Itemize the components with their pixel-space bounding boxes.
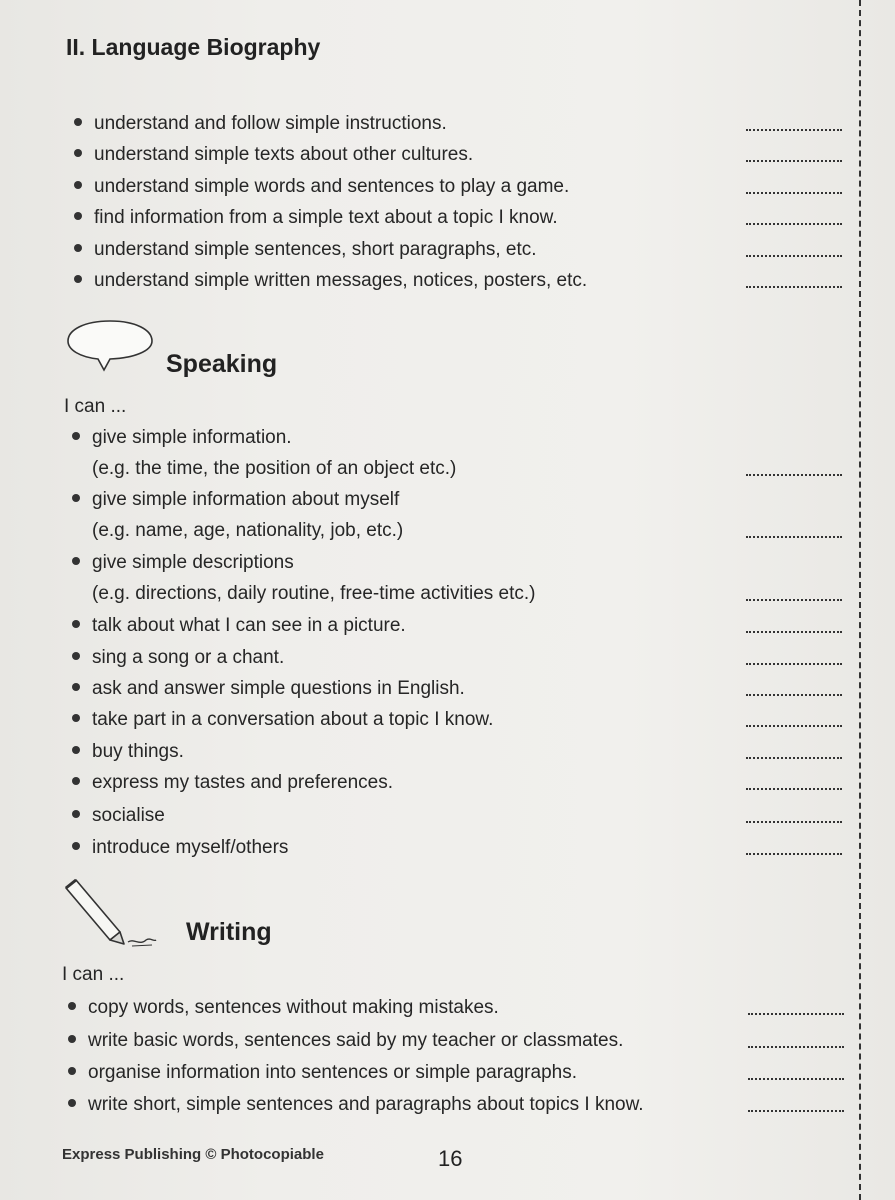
bullet-icon — [72, 494, 80, 502]
bullet-icon — [68, 1099, 76, 1107]
list-item: introduce myself/others — [72, 836, 288, 860]
answer-line[interactable] — [746, 255, 842, 257]
cut-line — [859, 0, 861, 1200]
list-item: understand simple sentences, short paragraphs, etc. — [74, 238, 537, 262]
speech-bubble-icon — [64, 318, 156, 372]
answer-line[interactable] — [746, 536, 842, 538]
bullet-icon — [68, 1002, 76, 1010]
bullet-icon — [74, 244, 82, 252]
list-item: understand simple written messages, notices, posters, etc. — [74, 269, 587, 293]
list-item: give simple information about myself (e.g. name, age, nationality, job, etc.) — [72, 488, 403, 543]
writing-title: Writing — [186, 918, 272, 946]
bullet-icon — [72, 777, 80, 785]
answer-line[interactable] — [746, 474, 842, 476]
answer-line[interactable] — [746, 286, 842, 288]
answer-line[interactable] — [746, 129, 842, 131]
answer-line[interactable] — [748, 1046, 844, 1048]
answer-line[interactable] — [746, 631, 842, 633]
list-item: socialise — [72, 804, 165, 828]
bullet-icon — [68, 1067, 76, 1075]
answer-line[interactable] — [746, 599, 842, 601]
answer-line[interactable] — [746, 725, 842, 727]
bullet-icon — [72, 746, 80, 754]
bullet-icon — [74, 118, 82, 126]
list-item: sing a song or a chant. — [72, 646, 284, 670]
writing-i-can: I can ... — [62, 964, 125, 985]
speaking-i-can: I can ... — [64, 396, 127, 417]
page-title: II. Language Biography — [66, 34, 321, 60]
list-item: buy things. — [72, 740, 184, 764]
list-item: understand and follow simple instructions. — [74, 112, 447, 136]
list-item: ask and answer simple questions in English. — [72, 677, 465, 701]
list-item: give simple descriptions (e.g. directions, daily routine, free-time activities etc.) — [72, 551, 536, 606]
list-item: take part in a conversation about a topic I know. — [72, 708, 493, 732]
answer-line[interactable] — [748, 1110, 844, 1112]
bullet-icon — [72, 620, 80, 628]
bullet-icon — [72, 810, 80, 818]
page-number: 16 — [438, 1146, 463, 1171]
bullet-icon — [72, 652, 80, 660]
publisher-footer: Express Publishing © Photocopiable — [62, 1146, 324, 1163]
list-item: copy words, sentences without making mistakes. — [68, 996, 499, 1020]
bullet-icon — [72, 683, 80, 691]
list-item: understand simple texts about other cultures. — [74, 143, 473, 167]
bullet-icon — [72, 842, 80, 850]
list-item: organise information into sentences or simple paragraphs. — [68, 1061, 577, 1085]
answer-line[interactable] — [746, 757, 842, 759]
answer-line[interactable] — [748, 1013, 844, 1015]
list-item: write basic words, sentences said by my teacher or classmates. — [68, 1029, 623, 1053]
list-item: express my tastes and preferences. — [72, 771, 393, 795]
answer-line[interactable] — [746, 160, 842, 162]
bullet-icon — [74, 149, 82, 157]
speaking-title: Speaking — [166, 350, 278, 378]
bullet-icon — [74, 212, 82, 220]
answer-line[interactable] — [746, 694, 842, 696]
bullet-icon — [72, 557, 80, 565]
answer-line[interactable] — [746, 223, 842, 225]
bullet-icon — [74, 275, 82, 283]
list-item: understand simple words and sentences to play a game. — [74, 175, 569, 199]
list-item: talk about what I can see in a picture. — [72, 614, 406, 638]
answer-line[interactable] — [746, 788, 842, 790]
pencil-icon — [60, 876, 160, 948]
list-item: write short, simple sentences and paragraphs about topics I know. — [68, 1093, 644, 1117]
bullet-icon — [74, 181, 82, 189]
answer-line[interactable] — [746, 821, 842, 823]
list-item: find information from a simple text about a topic I know. — [74, 206, 558, 230]
bullet-icon — [72, 432, 80, 440]
answer-line[interactable] — [746, 663, 842, 665]
answer-line[interactable] — [746, 853, 842, 855]
answer-line[interactable] — [746, 192, 842, 194]
bullet-icon — [68, 1035, 76, 1043]
list-item: give simple information. (e.g. the time, the position of an object etc.) — [72, 426, 456, 481]
bullet-icon — [72, 714, 80, 722]
answer-line[interactable] — [748, 1078, 844, 1080]
